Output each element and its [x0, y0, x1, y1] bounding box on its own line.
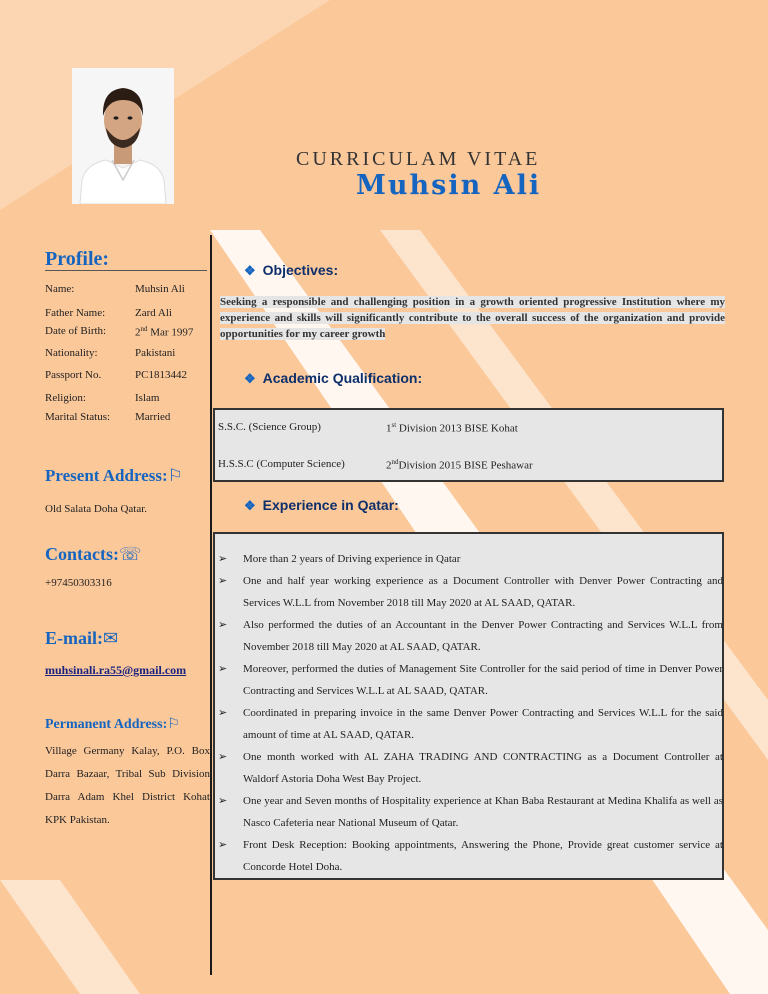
- experience-item: ➢ One and half year working experience as a Document Controller with Denver Power Contracting and Services W.L.L from November 2018 till May 2020 at AL SAAD, QATAR.: [218, 570, 723, 614]
- academic-heading: ❖ Academic Qualification:: [244, 370, 423, 386]
- experience-item: ➢ Front Desk Reception: Booking appointments, Answering the Phone, Provide great customer service at Concorde Hotel Doha.: [218, 834, 723, 878]
- column-divider: [210, 235, 212, 975]
- arrow-bullet-icon: ➢: [218, 663, 228, 675]
- diamond-bullet-icon: ❖: [244, 263, 256, 278]
- profile-photo: [72, 68, 174, 204]
- objectives-heading: ❖ Objectives:: [244, 262, 339, 278]
- objectives-text: Seeking a responsible and challenging position in a growth oriented progressive Institution where my experience and skills will significantly contribute to the overall success of the organization and provide opportunities for my career growth: [220, 296, 725, 340]
- experience-heading: ❖ Experience in Qatar:: [244, 497, 399, 513]
- permanent-address-value: Village Germany Kalay, P.O. Box Darra Bazaar, Tribal Sub Division Darra Adam Khel District Kohat KPK Pakistan.: [45, 745, 210, 826]
- present-address-value: Old Salata Doha Qatar.: [45, 503, 148, 515]
- permanent-address-heading: Permanent Address:⚐: [45, 717, 180, 732]
- arrow-bullet-icon: ➢: [218, 751, 228, 763]
- arrow-bullet-icon: ➢: [218, 707, 228, 719]
- person-photo-icon: [72, 68, 174, 204]
- profile-underline: [45, 270, 207, 271]
- diamond-bullet-icon: ❖: [244, 371, 256, 386]
- contacts-heading: Contacts:☏: [45, 544, 142, 564]
- phone-number: +97450303316: [45, 577, 112, 589]
- envelope-icon: ✉: [103, 628, 119, 648]
- arrow-bullet-icon: ➢: [218, 553, 228, 565]
- diamond-bullet-icon: ❖: [244, 498, 256, 513]
- email-link[interactable]: muhsinali.ra55@gmail.com: [45, 663, 187, 677]
- arrow-bullet-icon: ➢: [218, 619, 228, 631]
- telephone-icon: ☏: [119, 544, 142, 564]
- arrow-bullet-icon: ➢: [218, 795, 228, 807]
- profile-heading: Profile:: [45, 248, 110, 270]
- flag-icon: ⚐: [167, 466, 183, 485]
- experience-item: ➢ One month worked with AL ZAHA TRADING AND CONTRACTING as a Document Controller at Waldorf Astoria Doha West Bay Project.: [218, 746, 723, 790]
- arrow-bullet-icon: ➢: [218, 575, 228, 587]
- email-heading: E-mail:✉: [45, 628, 119, 648]
- experience-item: ➢ Coordinated in preparing invoice in the same Denver Power Contracting and Services W.L.L for the said amount of time at AL SAAD, QATAR.: [218, 702, 723, 746]
- flag-icon: ⚐: [167, 717, 180, 732]
- candidate-name: Muhsin Ali: [356, 170, 542, 201]
- experience-item: ➢ Moreover, performed the duties of Management Site Controller for the said period of time in Denver Power Contracting and Services W.L.L at AL SAAD, QATAR.: [218, 658, 723, 702]
- cv-title: CURRICULAM VITAE: [296, 148, 541, 170]
- experience-item: ➢ Also performed the duties of an Accountant in the Denver Power Contracting and Services W.L.L from November 2018 till May 2020 at AL SAAD, QATAR.: [218, 614, 723, 658]
- experience-item: ➢ One year and Seven months of Hospitality experience at Khan Baba Restaurant at Medina Khalifa as well as Nasco Cafeteria near National Museum of Qatar.: [218, 790, 723, 834]
- arrow-bullet-icon: ➢: [218, 839, 228, 851]
- present-address-heading: Present Address:⚐: [45, 466, 183, 485]
- experience-item: ➢ More than 2 years of Driving experience in Qatar: [218, 548, 723, 570]
